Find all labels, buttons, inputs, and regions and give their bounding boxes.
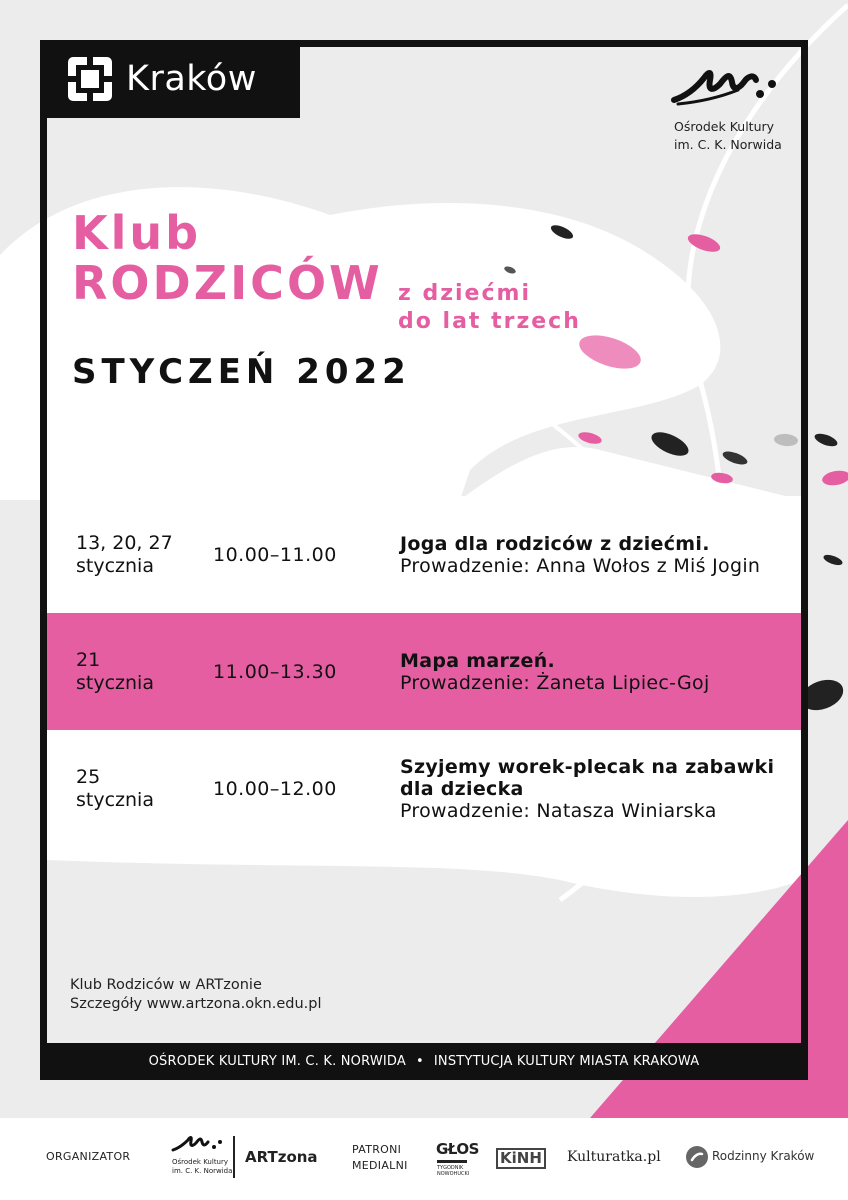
event-date-month: stycznia [76, 671, 154, 694]
sponsors-bar [0, 1118, 848, 1200]
footer-bar [40, 1043, 808, 1080]
patrons-label [352, 1142, 408, 1174]
frame-right [801, 40, 808, 1080]
organizer-org-line1: Ośrodek Kultury [172, 1158, 229, 1166]
title-subtitle [398, 280, 581, 336]
info-block [70, 976, 321, 1014]
event-date-month: stycznia [76, 788, 154, 811]
frame-left [40, 40, 47, 1080]
title-rodzicow: RODZICÓW [72, 256, 383, 310]
event-date-month: stycznia [76, 554, 154, 577]
brand-name: Kraków [126, 59, 257, 99]
subtitle-line1: z dziećmi [398, 281, 531, 306]
norwid-small-logo [170, 1132, 228, 1156]
title-klub: Klub [72, 206, 202, 260]
event-title: Mapa marzeń. [400, 649, 556, 672]
rodzinny-krakow-icon [686, 1146, 708, 1168]
glos-sub-line2: NOWOHUCKI [437, 1171, 470, 1177]
org-name-line1: Ośrodek Kultury [674, 119, 775, 134]
glos-logo: GŁOS [436, 1140, 479, 1158]
footer-right: INSTYTUCJA KULTURY MIASTA KRAKOWA [433, 1054, 700, 1069]
glos-logo-subtitle [437, 1165, 469, 1177]
event-row [47, 496, 801, 613]
event-description [400, 650, 795, 694]
event-date-days: 21 [76, 648, 101, 671]
event-lead: Prowadzenie: Anna Wołos z Miś Jogin [400, 554, 761, 577]
kulturatka-logo: Kulturatka.pl [567, 1149, 661, 1165]
krakow-logo-icon [68, 57, 112, 101]
info-line2: Szczegóły www.artzona.okn.edu.pl [70, 996, 322, 1012]
event-time: 11.00–13.30 [213, 660, 337, 683]
event-description [400, 756, 795, 822]
event-date [76, 532, 216, 578]
artzona-logo: ARTzona [245, 1148, 318, 1166]
org-name [674, 118, 782, 154]
patrons-label-line1: PATRONI [352, 1143, 402, 1156]
event-time: 10.00–12.00 [213, 777, 337, 800]
norwid-signature-logo [668, 62, 788, 112]
organizer-org-name [172, 1158, 232, 1176]
subtitle-line2: do lat trzech [398, 309, 581, 334]
footer-bullet-icon: • [416, 1054, 424, 1069]
organizer-org-line2: im. C. K. Norwida [172, 1167, 233, 1175]
event-row [47, 613, 801, 730]
organizer-label: ORGANIZATOR [46, 1150, 131, 1163]
event-title: Joga dla rodziców z dziećmi. [400, 532, 710, 555]
event-time: 10.00–11.00 [213, 543, 337, 566]
event-title: Szyjemy worek-plecak na zabawki dla dziecka [400, 755, 775, 800]
event-lead: Prowadzenie: Żaneta Lipiec-Goj [400, 671, 710, 694]
org-name-line2: im. C. K. Norwida [674, 137, 782, 152]
event-lead: Prowadzenie: Natasza Winiarska [400, 799, 717, 822]
krakow-badge [40, 40, 300, 118]
event-date-days: 25 [76, 765, 101, 788]
event-description [400, 533, 795, 577]
info-line1: Klub Rodziców w ARTzonie [70, 977, 262, 993]
glos-logo-underline [437, 1160, 467, 1163]
sponsor-divider [233, 1136, 235, 1178]
kinh-logo: KiNH [496, 1148, 546, 1169]
footer-left: OŚRODEK KULTURY IM. C. K. NORWIDA [148, 1054, 406, 1069]
rodzinny-krakow-logo: Rodzinny Kraków [712, 1149, 815, 1163]
event-date [76, 766, 216, 812]
patrons-label-line2: MEDIALNI [352, 1159, 408, 1172]
month-heading: STYCZEŃ 2022 [72, 352, 411, 392]
event-date [76, 649, 216, 695]
event-date-days: 13, 20, 27 [76, 531, 173, 554]
event-row [47, 730, 801, 847]
glos-sub-line1: TYGODNIK [437, 1165, 464, 1171]
